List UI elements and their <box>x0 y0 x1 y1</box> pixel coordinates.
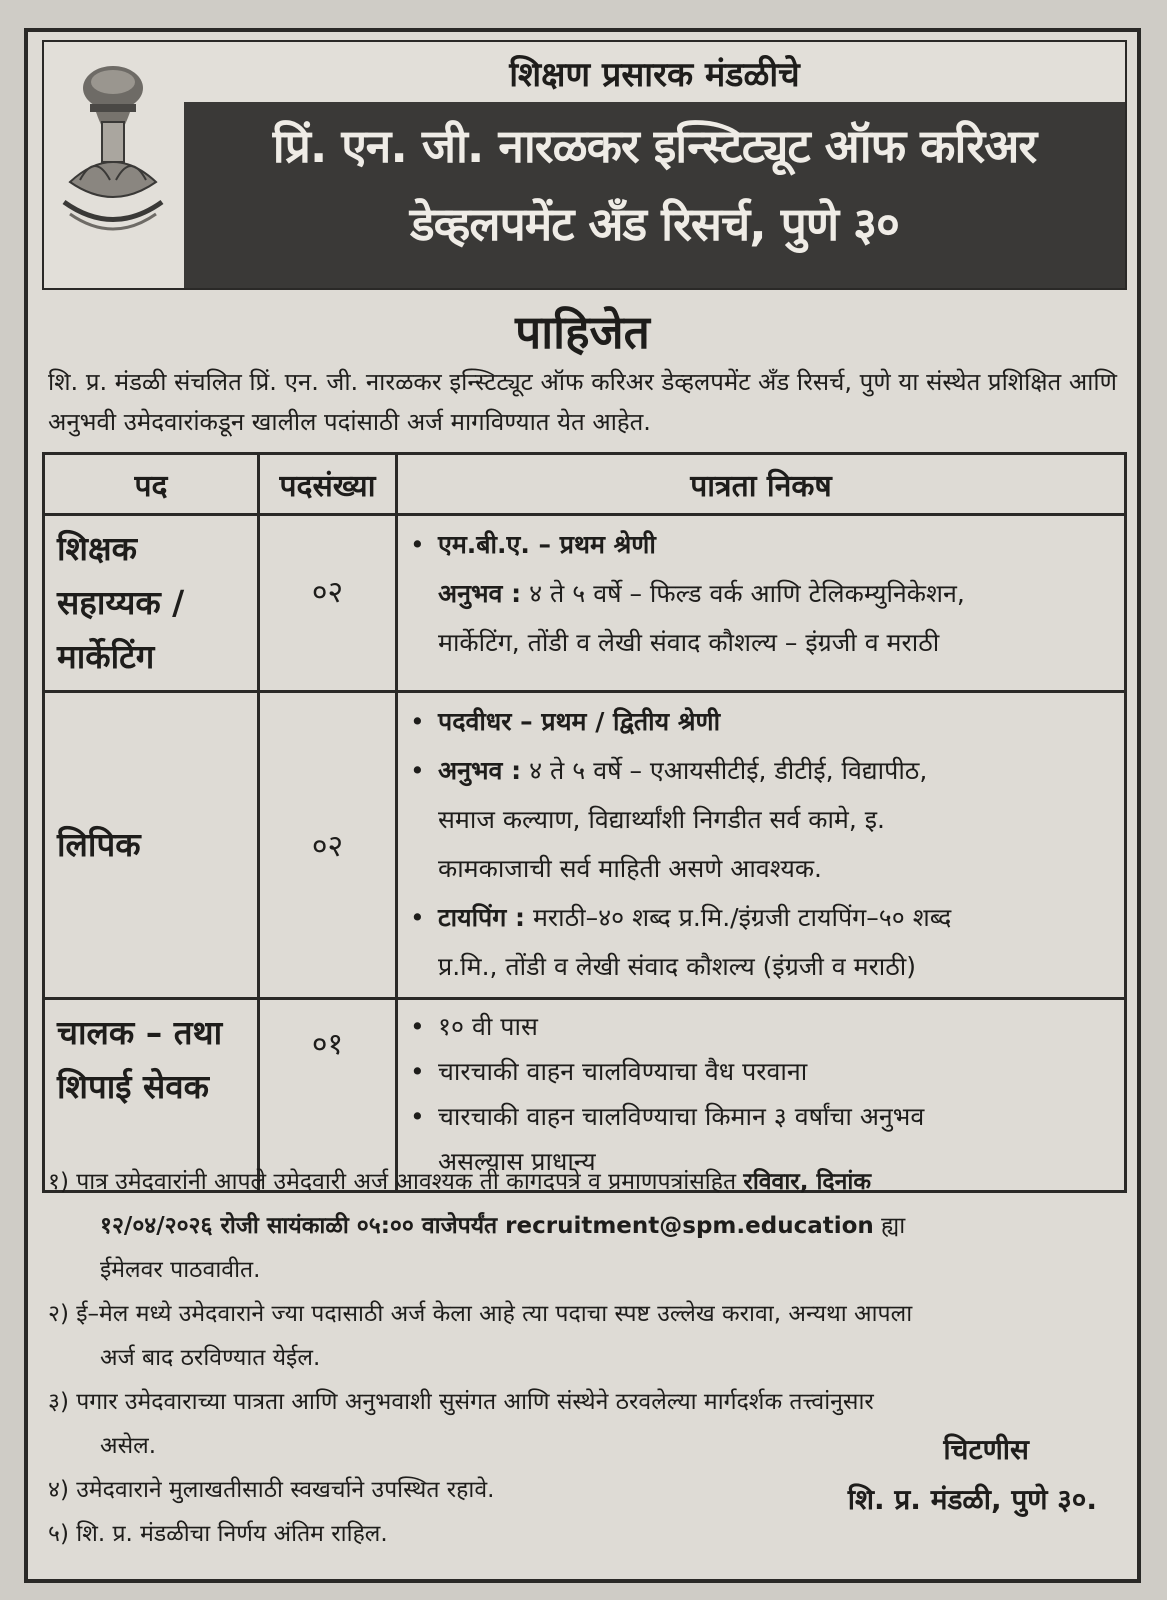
post-count: ०२ <box>259 515 397 692</box>
term-item-continued: असेल. <box>100 1433 157 1459</box>
criteria-line: अनुभव : ४ ते ५ वर्षे – फिल्ड वर्क आणि टेलिकम्युनिकेशन, <box>438 579 965 608</box>
signatory-organization: शि. प्र. मंडळी, पुणे ३०. <box>847 1483 1097 1516</box>
criteria-line: कामकाजाची सर्व माहिती असणे आवश्यक. <box>438 854 822 883</box>
term-item-continued: अर्ज बाद ठरविण्यात येईल. <box>100 1345 321 1371</box>
term-item: ४) उमेदवाराने मुलाखतीसाठी स्वखर्चाने उपस्थित रहावे. <box>48 1477 495 1503</box>
term-item-continued: ईमेलवर पाठवावीत. <box>100 1257 261 1283</box>
criteria-line: मार्केटिंग, तोंडी व लेखी संवाद कौशल्य – इंग्रजी व मराठी <box>438 628 940 657</box>
criteria-line: • एम.बी.ए. – प्रथम श्रेणी <box>410 530 656 559</box>
advertisement-frame <box>24 28 1141 1583</box>
criteria-line: समाज कल्याण, विद्यार्थ्यांशी निगडीत सर्व कामे, इ. <box>438 805 885 834</box>
criteria-line: • चारचाकी वाहन चालविण्याचा किमान ३ वर्षांचा अनुभव <box>410 1102 925 1131</box>
institute-name-line2: डेव्हलपमेंट अँड रिसर्च, पुणे ३० <box>410 197 899 251</box>
term-item: ५) शि. प्र. मंडळीचा निर्णय अंतिम राहिल. <box>48 1521 388 1547</box>
society-logo <box>44 42 184 288</box>
term-item: ३) पगार उमेदवाराच्या पात्रता आणि अनुभवाशी सुसंगत आणि संस्थेने ठरवलेल्या मार्गदर्शक तत्त्वांनुसार <box>48 1389 874 1415</box>
criteria-line: प्र.मि., तोंडी व लेखी संवाद कौशल्य (इंग्रजी व मराठी) <box>438 952 917 981</box>
post-name: लिपिक <box>44 692 259 999</box>
criteria-line: असल्यास प्राधान्य <box>438 1147 596 1176</box>
table-row <box>44 515 1126 692</box>
term-item: १) पात्र उमेदवारांनी आपले उमेदवारी अर्ज आवश्यक ती कागदपत्रे व प्रमाणपत्रांसहित रविवार, दिनांक <box>48 1169 872 1195</box>
table-header-row <box>44 454 1126 515</box>
organization-name: शिक्षण प्रसारक मंडळीचे <box>509 55 800 95</box>
eligibility-criteria <box>397 692 1126 999</box>
institute-name-line1: प्रिं. एन. जी. नारळकर इन्स्टिट्यूट ऑफ करिअर <box>272 119 1037 173</box>
term-item-continued: १२/०४/२०२६ रोजी सायंकाळी ०५:०० वाजेपर्यंत recruitment@spm.education ह्या <box>100 1213 906 1239</box>
eligibility-criteria <box>397 515 1126 692</box>
post-name: शिक्षक सहाय्यक / मार्केटिंग <box>44 515 259 692</box>
table-row <box>44 692 1126 999</box>
header-banner <box>42 40 1127 290</box>
intro-paragraph: शि. प्र. मंडळी संचलित प्रिं. एन. जी. नारळकर इन्स्टिट्यूट ऑफ करिअर डेव्हलपमेंट अँड रिसर्च, पुणे या संस्थेत प्रशिक्षित आणि अनुभवी उमेदवारांकडून खालील पदांसाठी अर्ज मागविण्यात येत आहेत. <box>48 368 1117 436</box>
lotus-emblem-icon <box>50 52 176 252</box>
page-title: पाहिजेत <box>515 305 650 359</box>
criteria-line: • चारचाकी वाहन चालविण्याचा वैध परवाना <box>410 1057 808 1086</box>
criteria-line: • पदवीधर – प्रथम / द्वितीय श्रेणी <box>410 707 721 736</box>
column-header-post: पद <box>44 454 259 515</box>
post-count: ०२ <box>259 692 397 999</box>
criteria-line: • टायपिंग : मराठी–४० शब्द प्र.मि./इंग्रजी टायपिंग–५० शब्द <box>410 903 952 932</box>
column-header-criteria: पात्रता निकष <box>397 454 1126 515</box>
signatory-title: चिटणीस <box>943 1433 1029 1466</box>
institute-title-panel <box>184 42 1125 288</box>
column-header-count: पदसंख्या <box>259 454 397 515</box>
criteria-line: • अनुभव : ४ ते ५ वर्षे – एआयसीटीई, डीटीई, विद्यापीठ, <box>410 756 928 785</box>
post-name: चालक – तथा शिपाई सेवक <box>44 999 259 1192</box>
post-count: ०१ <box>259 999 397 1192</box>
vacancy-table <box>42 452 1127 1193</box>
term-item: २) ई–मेल मध्ये उमेदवाराने ज्या पदासाठी अर्ज केला आहे त्या पदाचा स्पष्ट उल्लेख करावा, अन्यथा आपला <box>48 1301 913 1327</box>
criteria-line: • १० वी पास <box>410 1012 538 1041</box>
